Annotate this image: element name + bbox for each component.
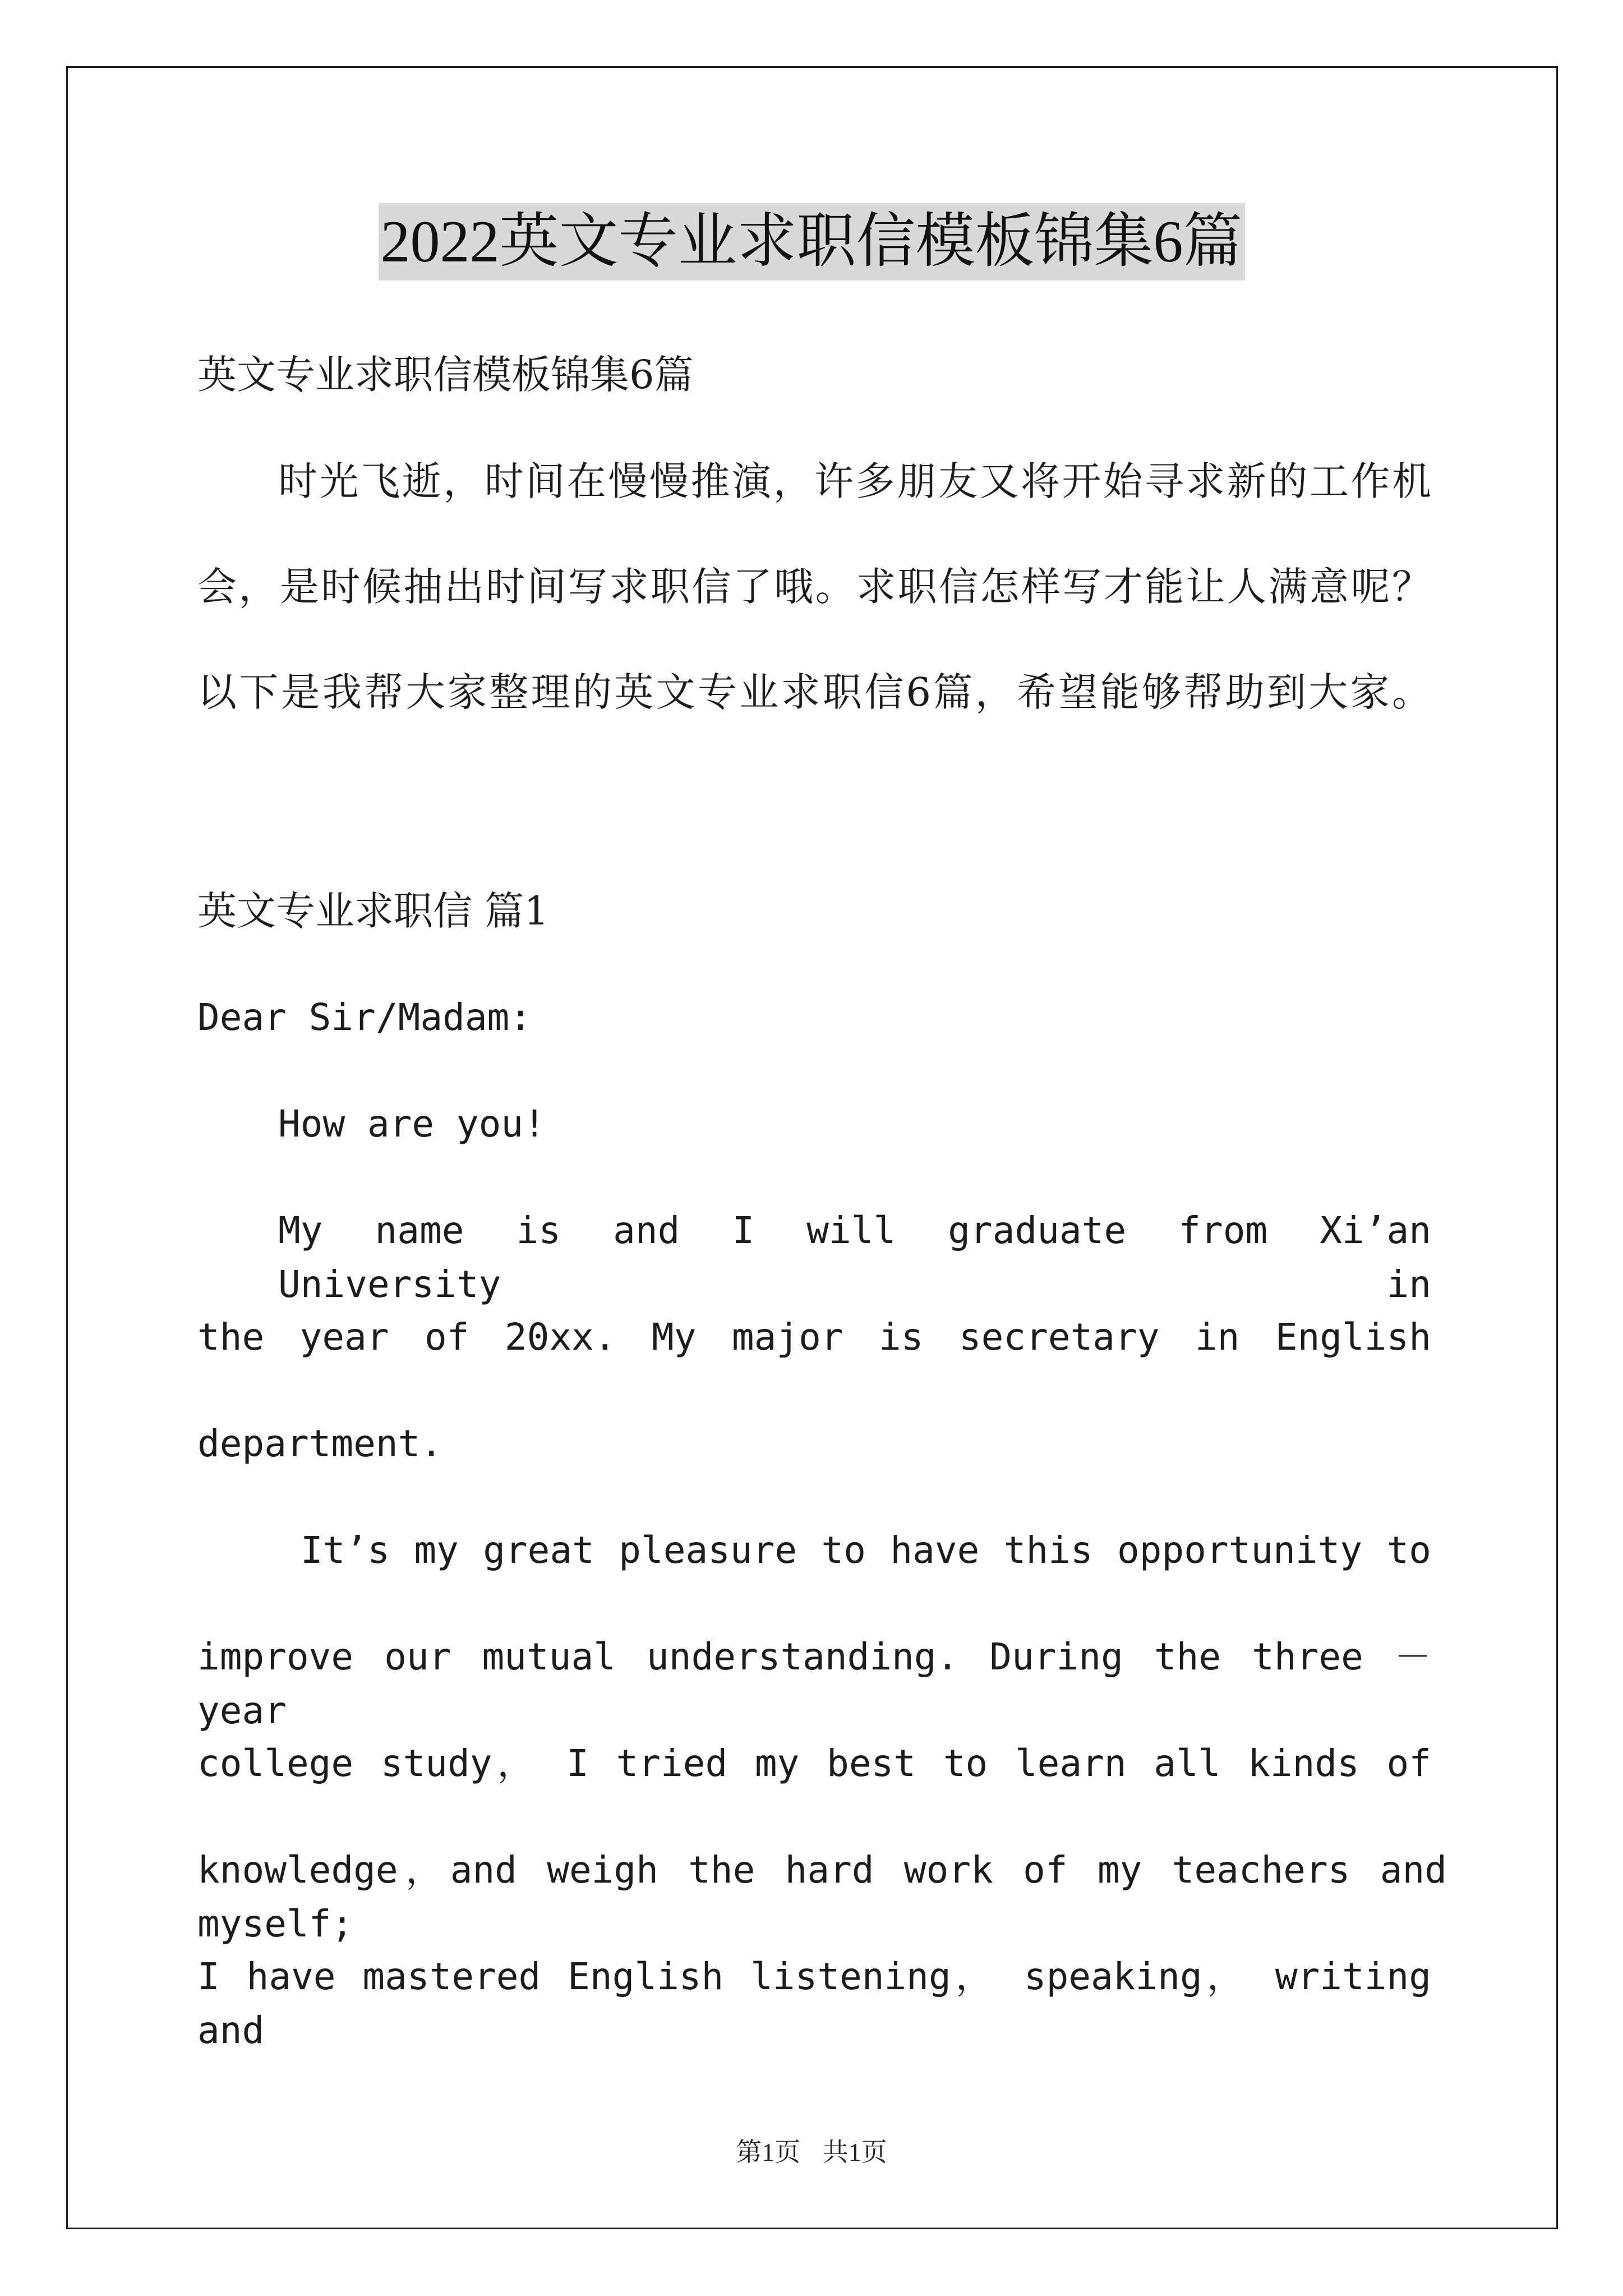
- document-subtitle: 英文专业求职信模板锦集6篇: [197, 352, 694, 398]
- letter-line-body-3: college study， I tried my best to learn all kinds of: [197, 1742, 1431, 1785]
- intro-line-1: 时光飞逝，时间在慢慢推演，许多朋友又将开始寻求新的工作机: [278, 458, 1431, 504]
- page-number-current: 第1页: [736, 2138, 801, 2166]
- page-number-total: 共1页: [822, 2138, 887, 2166]
- letter-line-intro-1: My name is and I will graduate from Xi’an University in: [278, 1209, 1431, 1306]
- letter-line-intro-2: the year of 20xx. My major is secretary in English: [197, 1315, 1431, 1359]
- letter-line-body-4: knowledge，and weigh the hard work of my teachers and myself;: [197, 1848, 1447, 1945]
- intro-line-3: 以下是我帮大家整理的英文专业求职信6篇，希望能够帮助到大家。: [197, 669, 1431, 715]
- intro-line-2: 会，是时候抽出时间写求职信了哦。求职信怎样写才能让人满意呢？: [197, 564, 1431, 610]
- document-title: 2022英文专业求职信模板锦集6篇: [379, 203, 1245, 280]
- letter-greeting: How are you!: [278, 1102, 546, 1145]
- title-container: [0, 203, 1623, 280]
- letter-line-body-2: improve our mutual understanding. During the three －year: [197, 1635, 1431, 1732]
- letter-salutation: Dear Sir/Madam:: [197, 996, 532, 1039]
- page-footer: [0, 2132, 1623, 2169]
- letter-line-body-1: It’s my great pleasure to have this opportunity to: [301, 1529, 1431, 1572]
- section-heading: 英文专业求职信 篇1: [197, 888, 549, 934]
- letter-line-intro-3: department.: [197, 1422, 443, 1465]
- letter-line-body-5: I have mastered English listening， speaking， writing and: [197, 1955, 1431, 2052]
